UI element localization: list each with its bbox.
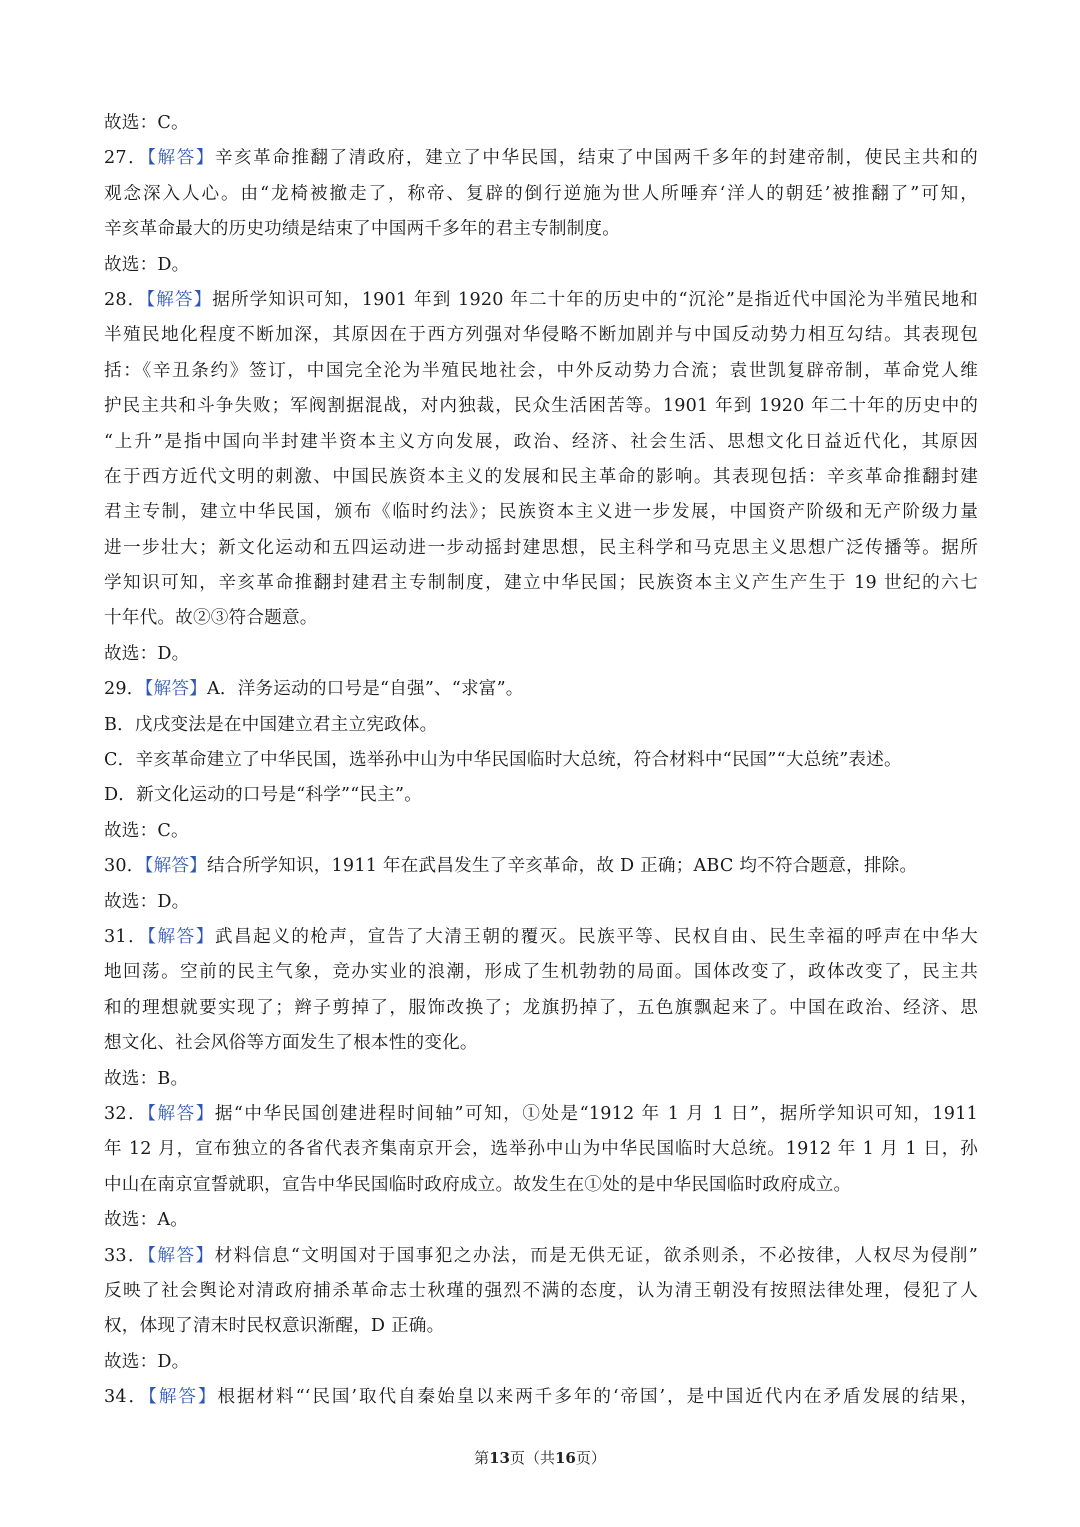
question-number: 30．: [104, 856, 145, 877]
line-text: 故选：D。: [104, 891, 190, 912]
text-line: [104, 389, 978, 424]
line-text: 故选：C。: [104, 113, 189, 133]
answer-tag: 【解答】: [146, 289, 213, 310]
line-text: 年 12 月，宣布独立的各省代表齐集南京开会，选举孙中山为中华民国临时大总统。1912 年 1 月 1 日，孙: [104, 1139, 978, 1160]
answer-tag: 【解答】: [148, 1387, 218, 1408]
footer-mid: 页（共: [509, 1449, 555, 1467]
text-line: [104, 1309, 978, 1344]
text-line: [104, 1097, 978, 1132]
text-line: [104, 248, 978, 283]
question-number: 27．: [104, 148, 148, 169]
text-line: [104, 1168, 978, 1203]
text-line: [104, 955, 978, 990]
line-text: 护民主共和斗争失败；军阀割据混战，对内独裁，民众生活困苦等。1901 年到 1920 年二十年的历史中的: [104, 396, 978, 417]
line-text: 故选：D。: [104, 254, 190, 275]
line-text: 材料信息“文明国对于国事犯之办法，而是无供无证，欲杀则杀，不必按律，人权尽为侵削”: [214, 1245, 978, 1266]
text-line: [104, 920, 978, 955]
line-text: 十年代。故②③符合题意。: [104, 608, 318, 629]
text-line: [104, 1239, 978, 1274]
text-line: [104, 495, 978, 530]
line-text: 君主专制，建立中华民国，颁布《临时约法》；民族资本主义进一步发展，中国资产阶级和无产阶级力量: [104, 502, 978, 523]
document-body: [104, 106, 978, 1415]
question-number: 32．: [104, 1103, 148, 1124]
text-line: [104, 1380, 978, 1415]
text-line: [104, 141, 978, 176]
text-line: [104, 637, 978, 672]
total-page-number: 16: [555, 1449, 576, 1467]
answer-tag: 【解答】: [147, 926, 215, 947]
text-line: [104, 106, 978, 141]
text-line: [104, 991, 978, 1026]
answer-tag: 【解答】: [144, 856, 207, 877]
question-number: 31．: [104, 926, 148, 947]
line-text: 故选：A。: [104, 1210, 189, 1231]
text-line: [104, 566, 978, 601]
text-line: [104, 849, 978, 884]
footer-suffix: 页）: [575, 1449, 606, 1467]
line-text: 故选：B。: [104, 1068, 189, 1089]
question-number: 29．: [104, 679, 145, 700]
line-text: C．辛亥革命建立了中华民国，选举孙中山为中华民国临时大总统，符合材料中“民国”“大总统”表述。: [104, 750, 902, 771]
line-text: 进一步壮大；新文化运动和五四运动进一步动摇封建思想，民主科学和马克思主义思想广泛传播等。据所: [104, 537, 978, 558]
line-text: A．洋务运动的口号是“自强”、“求富”。: [206, 679, 524, 700]
line-text: 和的理想就要实现了；辫子剪掉了，服饰改换了；龙旗扔掉了，五色旗飘起来了。中国在政治、经济、思: [104, 997, 978, 1018]
line-text: 辛亥革命最大的历史功绩是结束了中国两千多年的君主专制制度。: [104, 219, 621, 240]
current-page-number: 13: [489, 1449, 510, 1467]
text-line: [104, 743, 978, 778]
footer-prefix: 第: [474, 1449, 490, 1467]
line-text: 想文化、社会风俗等方面发生了根本性的变化。: [104, 1033, 478, 1054]
text-line: [104, 531, 978, 566]
question-number: 33．: [104, 1245, 148, 1266]
line-text: 在于西方近代文明的刺激、中国民族资本主义的发展和民主革命的影响。其表现包括：辛亥革命推翻封建: [104, 466, 978, 487]
line-text: 半殖民地化程度不断加深，其原因在于西方列强对华侵略不断加剧并与中国反动势力相互勾结。其表现包: [104, 325, 978, 346]
text-line: [104, 1274, 978, 1309]
line-text: 结合所学知识，1911 年在武昌发生了辛亥革命，故 D 正确；ABC 均不符合题意，排除。: [206, 856, 918, 877]
line-text: 武昌起义的枪声，宣告了大清王朝的覆灭。民族平等、民权自由、民生幸福的呼声在中华大: [214, 926, 978, 947]
line-text: 反映了社会舆论对清政府捕杀革命志士秋瑾的强烈不满的态度，认为清王朝没有按照法律处理，侵犯了人: [104, 1280, 978, 1301]
line-text: 中山在南京宣誓就职，宣告中华民国临时政府成立。故发生在①处的是中华民国临时政府成立。: [104, 1174, 852, 1195]
question-number: 28．: [104, 289, 147, 310]
text-line: [104, 460, 978, 495]
text-line: [104, 425, 978, 460]
line-text: B．戊戌变法是在中国建立君主立宪政体。: [104, 714, 438, 735]
answer-tag: 【解答】: [144, 679, 207, 700]
text-line: [104, 672, 978, 707]
line-text: 根据材料“‘民国’取代自秦始皇以来两千多年的‘帝国’，是中国近代内在矛盾发展的结果，: [217, 1387, 978, 1408]
text-line: [104, 601, 978, 636]
text-line: [104, 885, 978, 920]
line-text: 据所学知识可知，1901 年到 1920 年二十年的历史中的“沉沦”是指近代中国沦为半殖民地和: [212, 289, 978, 310]
text-line: [104, 1062, 978, 1097]
question-number: 34．: [104, 1387, 149, 1408]
line-text: 地回荡。空前的民主气象，竞办实业的浪潮，形成了生机勃勃的局面。国体改变了，政体改变了，民主共: [104, 962, 978, 983]
page-footer: [0, 1447, 1080, 1468]
answer-tag: 【解答】: [147, 1245, 215, 1266]
text-line: [104, 212, 978, 247]
text-line: [104, 318, 978, 353]
line-text: 学知识可知，辛亥革命推翻封建君主专制制度，建立中华民国；民族资本主义产生产生于 19 世纪的六七: [104, 573, 978, 594]
text-line: [104, 177, 978, 212]
text-line: [104, 1026, 978, 1061]
line-text: 权，体现了清末时民权意识渐醒，D 正确。: [104, 1316, 445, 1337]
text-line: [104, 814, 978, 849]
text-line: [104, 1132, 978, 1167]
text-line: [104, 1203, 978, 1238]
line-text: 据“中华民国创建进程时间轴”可知，①处是“1912 年 1 月 1 日”，据所学知识可知，1911: [214, 1103, 978, 1124]
line-text: 故选：D。: [104, 643, 190, 664]
line-text: D．新文化运动的口号是“科学”“民主”。: [104, 785, 422, 806]
line-text: 故选：C。: [104, 820, 189, 841]
answer-tag: 【解答】: [147, 148, 215, 169]
text-line: [104, 354, 978, 389]
text-line: [104, 1345, 978, 1380]
line-text: 观念深入人心。由“龙椅被撤走了，称帝、复辟的倒行逆施为世人所唾弃‘洋人的朝廷’被推翻了”可知，: [104, 183, 978, 204]
line-text: “上升”是指中国向半封建半资本主义方向发展，政治、经济、社会生活、思想文化日益近代化，其原因: [104, 431, 978, 452]
text-line: [104, 778, 978, 813]
line-text: 故选：D。: [104, 1351, 190, 1372]
text-line: [104, 283, 978, 318]
line-text: 辛亥革命推翻了清政府，建立了中华民国，结束了中国两千多年的封建帝制，使民主共和的: [214, 148, 978, 169]
line-text: 括：《辛丑条约》签订，中国完全沦为半殖民地社会，中外反动势力合流；袁世凯复辟帝制，革命党人维: [104, 360, 978, 381]
answer-tag: 【解答】: [147, 1103, 215, 1124]
text-line: [104, 708, 978, 743]
